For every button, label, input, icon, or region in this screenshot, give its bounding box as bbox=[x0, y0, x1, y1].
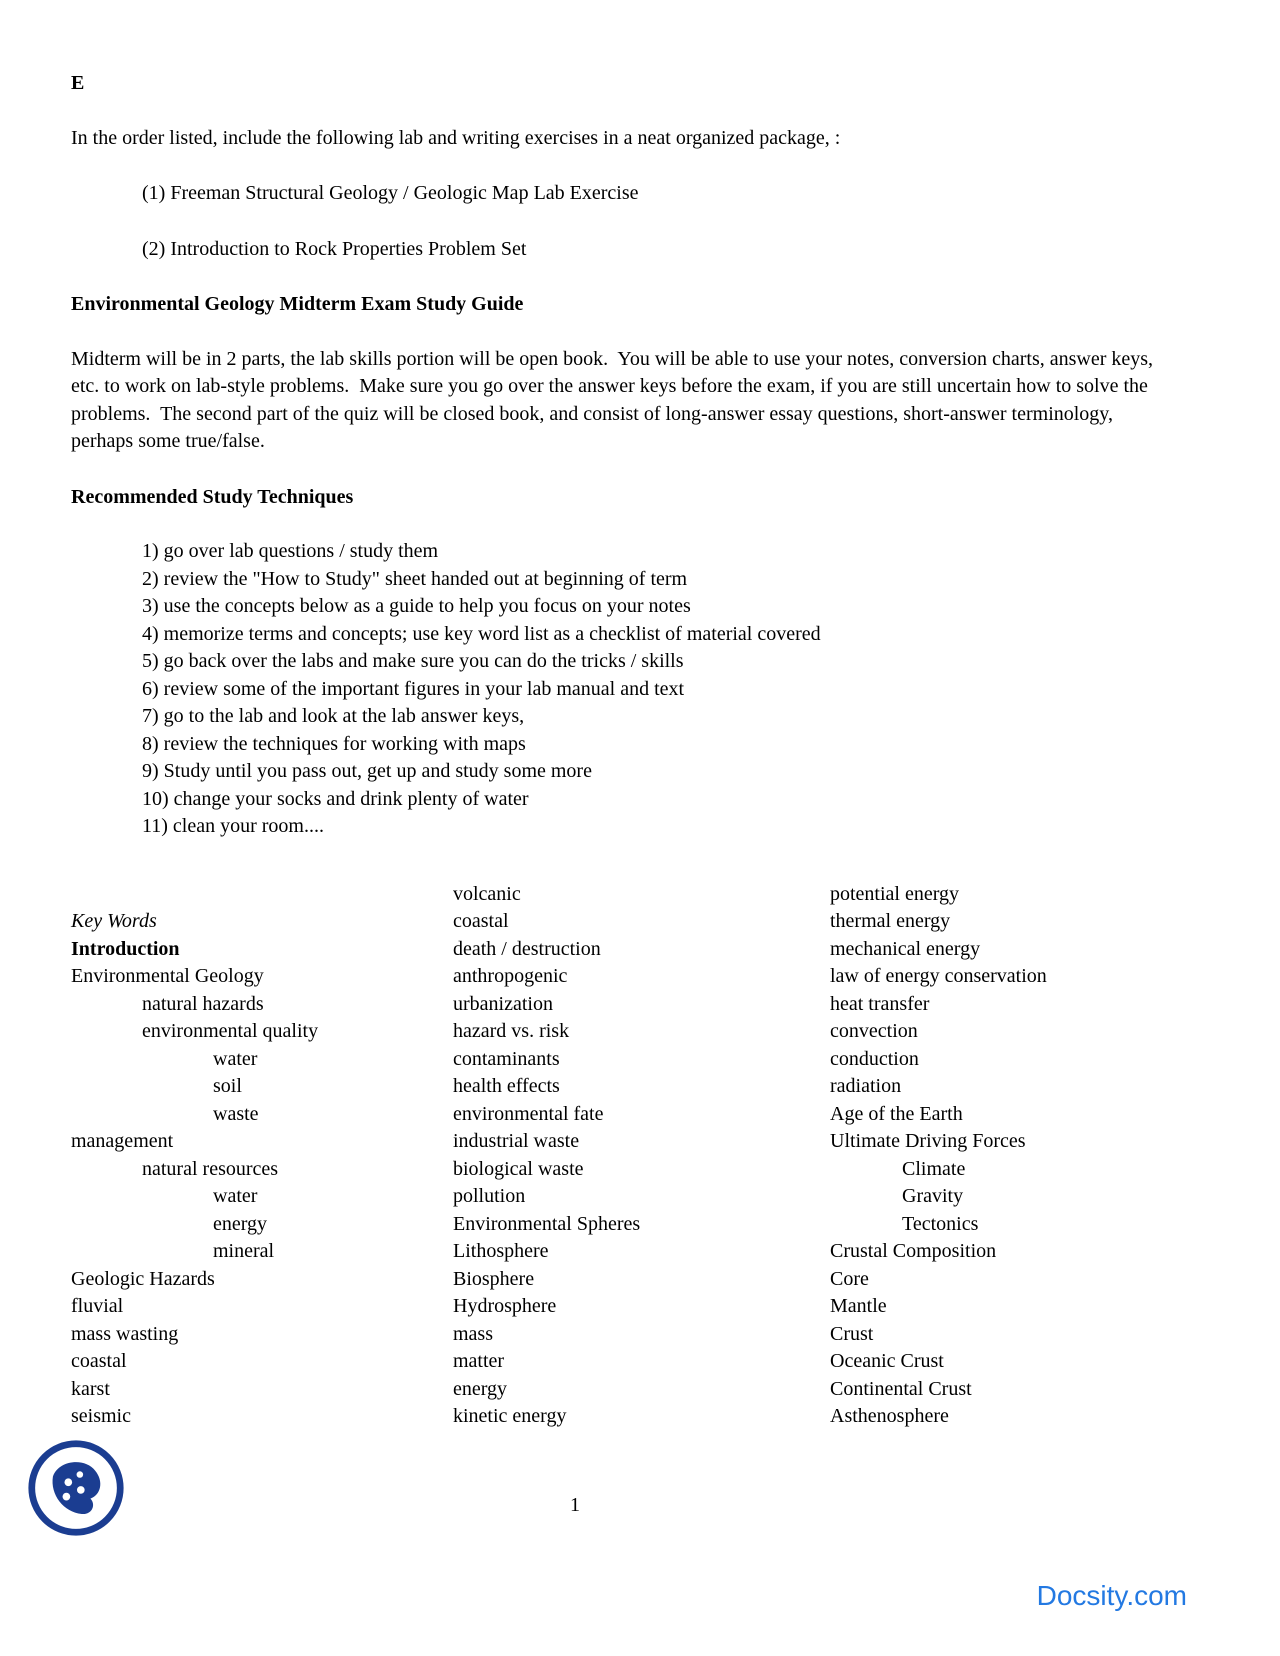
docsity-link[interactable]: Docsity.com bbox=[1036, 1580, 1187, 1611]
technique-item: 8) review the techniques for working with maps bbox=[142, 732, 526, 755]
keyword-item: Tectonics bbox=[902, 1212, 979, 1235]
keyword-item: coastal bbox=[71, 1350, 127, 1372]
keyword-item: Core bbox=[830, 1267, 869, 1290]
keyword-item: Oceanic Crust bbox=[830, 1350, 944, 1372]
technique-item: 1) go over lab questions / study them bbox=[142, 540, 439, 562]
keywords-column-3 bbox=[830, 881, 1190, 1431]
keyword-item: Ultimate Driving Forces bbox=[830, 1130, 1026, 1152]
keyword-item: Crust bbox=[830, 1322, 874, 1345]
keyword-item: heat transfer bbox=[830, 992, 930, 1015]
keyword-item: energy bbox=[453, 1377, 508, 1400]
keyword-item: water bbox=[213, 1185, 258, 1207]
keyword-item: Environmental Spheres bbox=[453, 1212, 641, 1235]
keyword-item: contaminants bbox=[453, 1047, 560, 1070]
keyword-item: conduction bbox=[830, 1047, 919, 1070]
intro-paragraph: In the order listed, include the following lab and writing exercises in a neat organized package, : bbox=[71, 126, 841, 149]
techniques-heading: Recommended Study Techniques bbox=[71, 485, 354, 508]
keyword-item: potential energy bbox=[830, 882, 960, 905]
study-guide-heading: Environmental Geology Midterm Exam Study Guide bbox=[71, 293, 524, 315]
section-letter: E bbox=[71, 72, 85, 94]
keywords-section bbox=[71, 881, 1190, 1431]
keyword-item: Age of the Earth bbox=[830, 1102, 963, 1125]
technique-item: 6) review some of the important figures in your lab manual and text bbox=[142, 677, 685, 700]
keyword-item: coastal bbox=[453, 910, 509, 932]
technique-item: 5) go back over the labs and make sure you can do the tricks / skills bbox=[142, 650, 684, 672]
technique-item: 4) memorize terms and concepts; use key word list as a checklist of material covered bbox=[142, 622, 821, 645]
keyword-item: Asthenosphere bbox=[830, 1405, 949, 1427]
page-number: 1 bbox=[570, 1494, 580, 1516]
keyword-item: Mantle bbox=[830, 1295, 887, 1317]
keyword-item: Introduction bbox=[71, 937, 180, 960]
keyword-item: convection bbox=[830, 1020, 918, 1042]
keyword-item: natural hazards bbox=[142, 992, 264, 1015]
keyword-item: Key Words bbox=[71, 910, 157, 932]
keyword-item: Lithosphere bbox=[453, 1240, 549, 1262]
keyword-item: urbanization bbox=[453, 992, 553, 1015]
keyword-item: Environmental Geology bbox=[71, 965, 264, 987]
technique-item: 2) review the "How to Study" sheet handed out at beginning of term bbox=[142, 567, 688, 590]
keyword-item: Geologic Hazards bbox=[71, 1267, 215, 1290]
keyword-item: biological waste bbox=[453, 1157, 584, 1180]
keyword-item: karst bbox=[71, 1377, 110, 1400]
keyword-item: soil bbox=[213, 1075, 242, 1097]
keyword-item: thermal energy bbox=[830, 910, 951, 932]
keyword-item: environmental quality bbox=[142, 1020, 319, 1042]
exercise-item: (1) Freeman Structural Geology / Geologic Map Lab Exercise bbox=[142, 182, 639, 204]
keyword-item: kinetic energy bbox=[453, 1405, 567, 1427]
keyword-item: pollution bbox=[453, 1185, 526, 1207]
keyword-item: fluvial bbox=[71, 1295, 124, 1317]
midterm-paragraph: Midterm will be in 2 parts, the lab skills portion will be open book. You will be able to use your notes, conversion charts, answer keys, etc. to work on lab-style problems. Make sure you go over the answer keys before the exam, if you are still uncertain how to solve the problems. The second part of the quiz will be closed book, and consist of long-answer essay questions, short-answer terminology, perhaps some true/false. bbox=[71, 347, 1159, 452]
keyword-item: radiation bbox=[830, 1075, 902, 1097]
keyword-item: Climate bbox=[902, 1157, 966, 1180]
keyword-item: mechanical energy bbox=[830, 937, 981, 960]
keyword-item: water bbox=[213, 1047, 258, 1070]
techniques-list bbox=[71, 538, 1190, 841]
keyword-item: waste bbox=[213, 1102, 259, 1125]
keyword-item: Biosphere bbox=[453, 1267, 535, 1290]
keyword-item: industrial waste bbox=[453, 1130, 580, 1152]
docsity-logo-icon bbox=[26, 1438, 126, 1538]
technique-item: 7) go to the lab and look at the lab answer keys, bbox=[142, 705, 525, 727]
exercise-list bbox=[71, 180, 1190, 263]
keyword-item: Hydrosphere bbox=[453, 1295, 557, 1317]
keyword-item: law of energy conservation bbox=[830, 965, 1047, 987]
keyword-item: death / destruction bbox=[453, 937, 601, 960]
exercise-item: (2) Introduction to Rock Properties Problem Set bbox=[142, 237, 527, 260]
keyword-item: environmental fate bbox=[453, 1102, 604, 1125]
keyword-item: mineral bbox=[213, 1240, 275, 1262]
keyword-item: anthropogenic bbox=[453, 965, 568, 987]
keyword-item: Crustal Composition bbox=[830, 1240, 997, 1262]
keyword-item: matter bbox=[453, 1350, 505, 1372]
technique-item: 11) clean your room.... bbox=[142, 815, 324, 837]
keyword-item: hazard vs. risk bbox=[453, 1020, 570, 1042]
technique-item: 9) Study until you pass out, get up and study some more bbox=[142, 760, 592, 782]
technique-item: 10) change your socks and drink plenty of water bbox=[142, 787, 529, 810]
keyword-item: health effects bbox=[453, 1075, 560, 1097]
keyword-item: volcanic bbox=[453, 882, 521, 905]
keyword-item: management bbox=[71, 1130, 174, 1152]
keyword-item: seismic bbox=[71, 1405, 131, 1427]
keywords-column-1 bbox=[71, 881, 453, 1431]
keyword-item: Continental Crust bbox=[830, 1377, 972, 1400]
technique-item: 3) use the concepts below as a guide to help you focus on your notes bbox=[142, 595, 691, 617]
keywords-column-2 bbox=[453, 881, 830, 1431]
keyword-item: mass wasting bbox=[71, 1322, 179, 1345]
keyword-item: natural resources bbox=[142, 1157, 279, 1180]
keyword-item: Gravity bbox=[902, 1185, 964, 1207]
keyword-item: mass bbox=[453, 1322, 493, 1345]
keyword-item: energy bbox=[213, 1212, 268, 1235]
